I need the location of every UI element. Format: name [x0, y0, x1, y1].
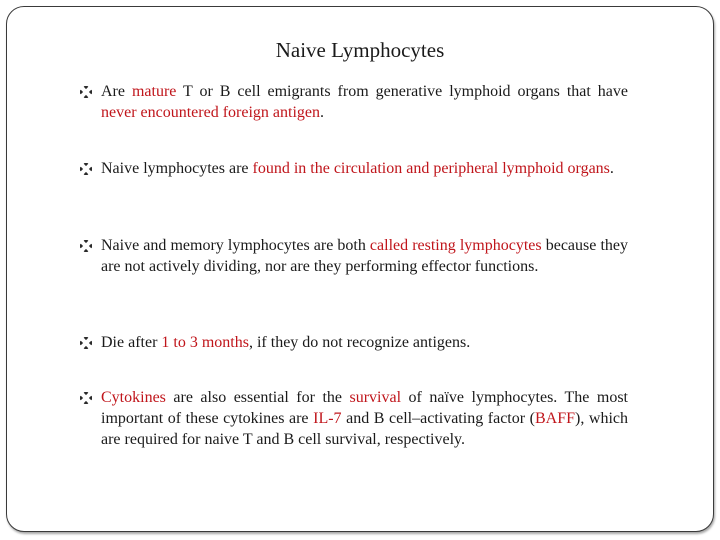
bullet-mature-emigrants	[80, 81, 628, 123]
bullet-text-segment: Die after	[101, 334, 162, 351]
bullet-text-segment: Naive lymphocytes are	[101, 160, 253, 177]
bullet-text	[101, 332, 628, 353]
bullet-text-segment: Naive and memory lymphocytes are both	[101, 237, 370, 254]
highlighted-term: survival	[349, 389, 402, 406]
bullet-cytokines	[80, 387, 628, 450]
highlighted-term: called resting lymphocytes	[369, 237, 542, 254]
highlighted-term: found in the circulation and peripheral lymphoid organs	[252, 160, 610, 177]
bullet-resting-lymphocytes	[80, 235, 628, 277]
bullet-text-segment: because they are not actively dividing, nor are they performing effector functions.	[101, 237, 628, 275]
bullet-text-segment: .	[609, 160, 614, 177]
bullet-text	[101, 158, 628, 179]
bullet-text-segment: are also essential for the	[165, 389, 350, 406]
diamond-bullet-icon	[80, 240, 92, 252]
diamond-bullet-icon	[80, 86, 92, 98]
bullet-text	[101, 235, 628, 277]
highlighted-term: Cytokines	[101, 389, 166, 406]
highlighted-term: 1 to 3 months	[161, 334, 249, 351]
bullet-lifespan	[80, 332, 628, 353]
bullet-text-segment: T or B cell emigrants from generative lymphoid organs that have	[176, 83, 628, 100]
bullet-text-segment: of naïve lymphocytes. The most important of these cytokines are	[101, 389, 628, 427]
diamond-bullet-icon	[80, 337, 92, 349]
bullet-text-segment: .	[320, 104, 325, 121]
bullet-circulation	[80, 158, 628, 179]
bullet-text	[101, 387, 628, 450]
bullet-text-segment: Are	[101, 83, 132, 100]
bullet-text-segment: and B cell–activating factor (	[341, 410, 535, 427]
highlighted-term: BAFF	[534, 410, 575, 427]
diamond-bullet-icon	[80, 392, 92, 404]
highlighted-term: never encountered foreign antigen	[101, 104, 321, 121]
bullet-text-segment: ), which are required for naive T and B cell survival, respectively.	[101, 410, 628, 448]
diamond-bullet-icon	[80, 163, 92, 175]
slide-title: Naive Lymphocytes	[275, 38, 445, 62]
highlighted-term: mature	[131, 83, 177, 100]
highlighted-term: IL-7	[313, 410, 342, 427]
bullet-text-segment: , if they do not recognize antigens.	[248, 334, 471, 351]
bullet-text	[101, 81, 628, 123]
